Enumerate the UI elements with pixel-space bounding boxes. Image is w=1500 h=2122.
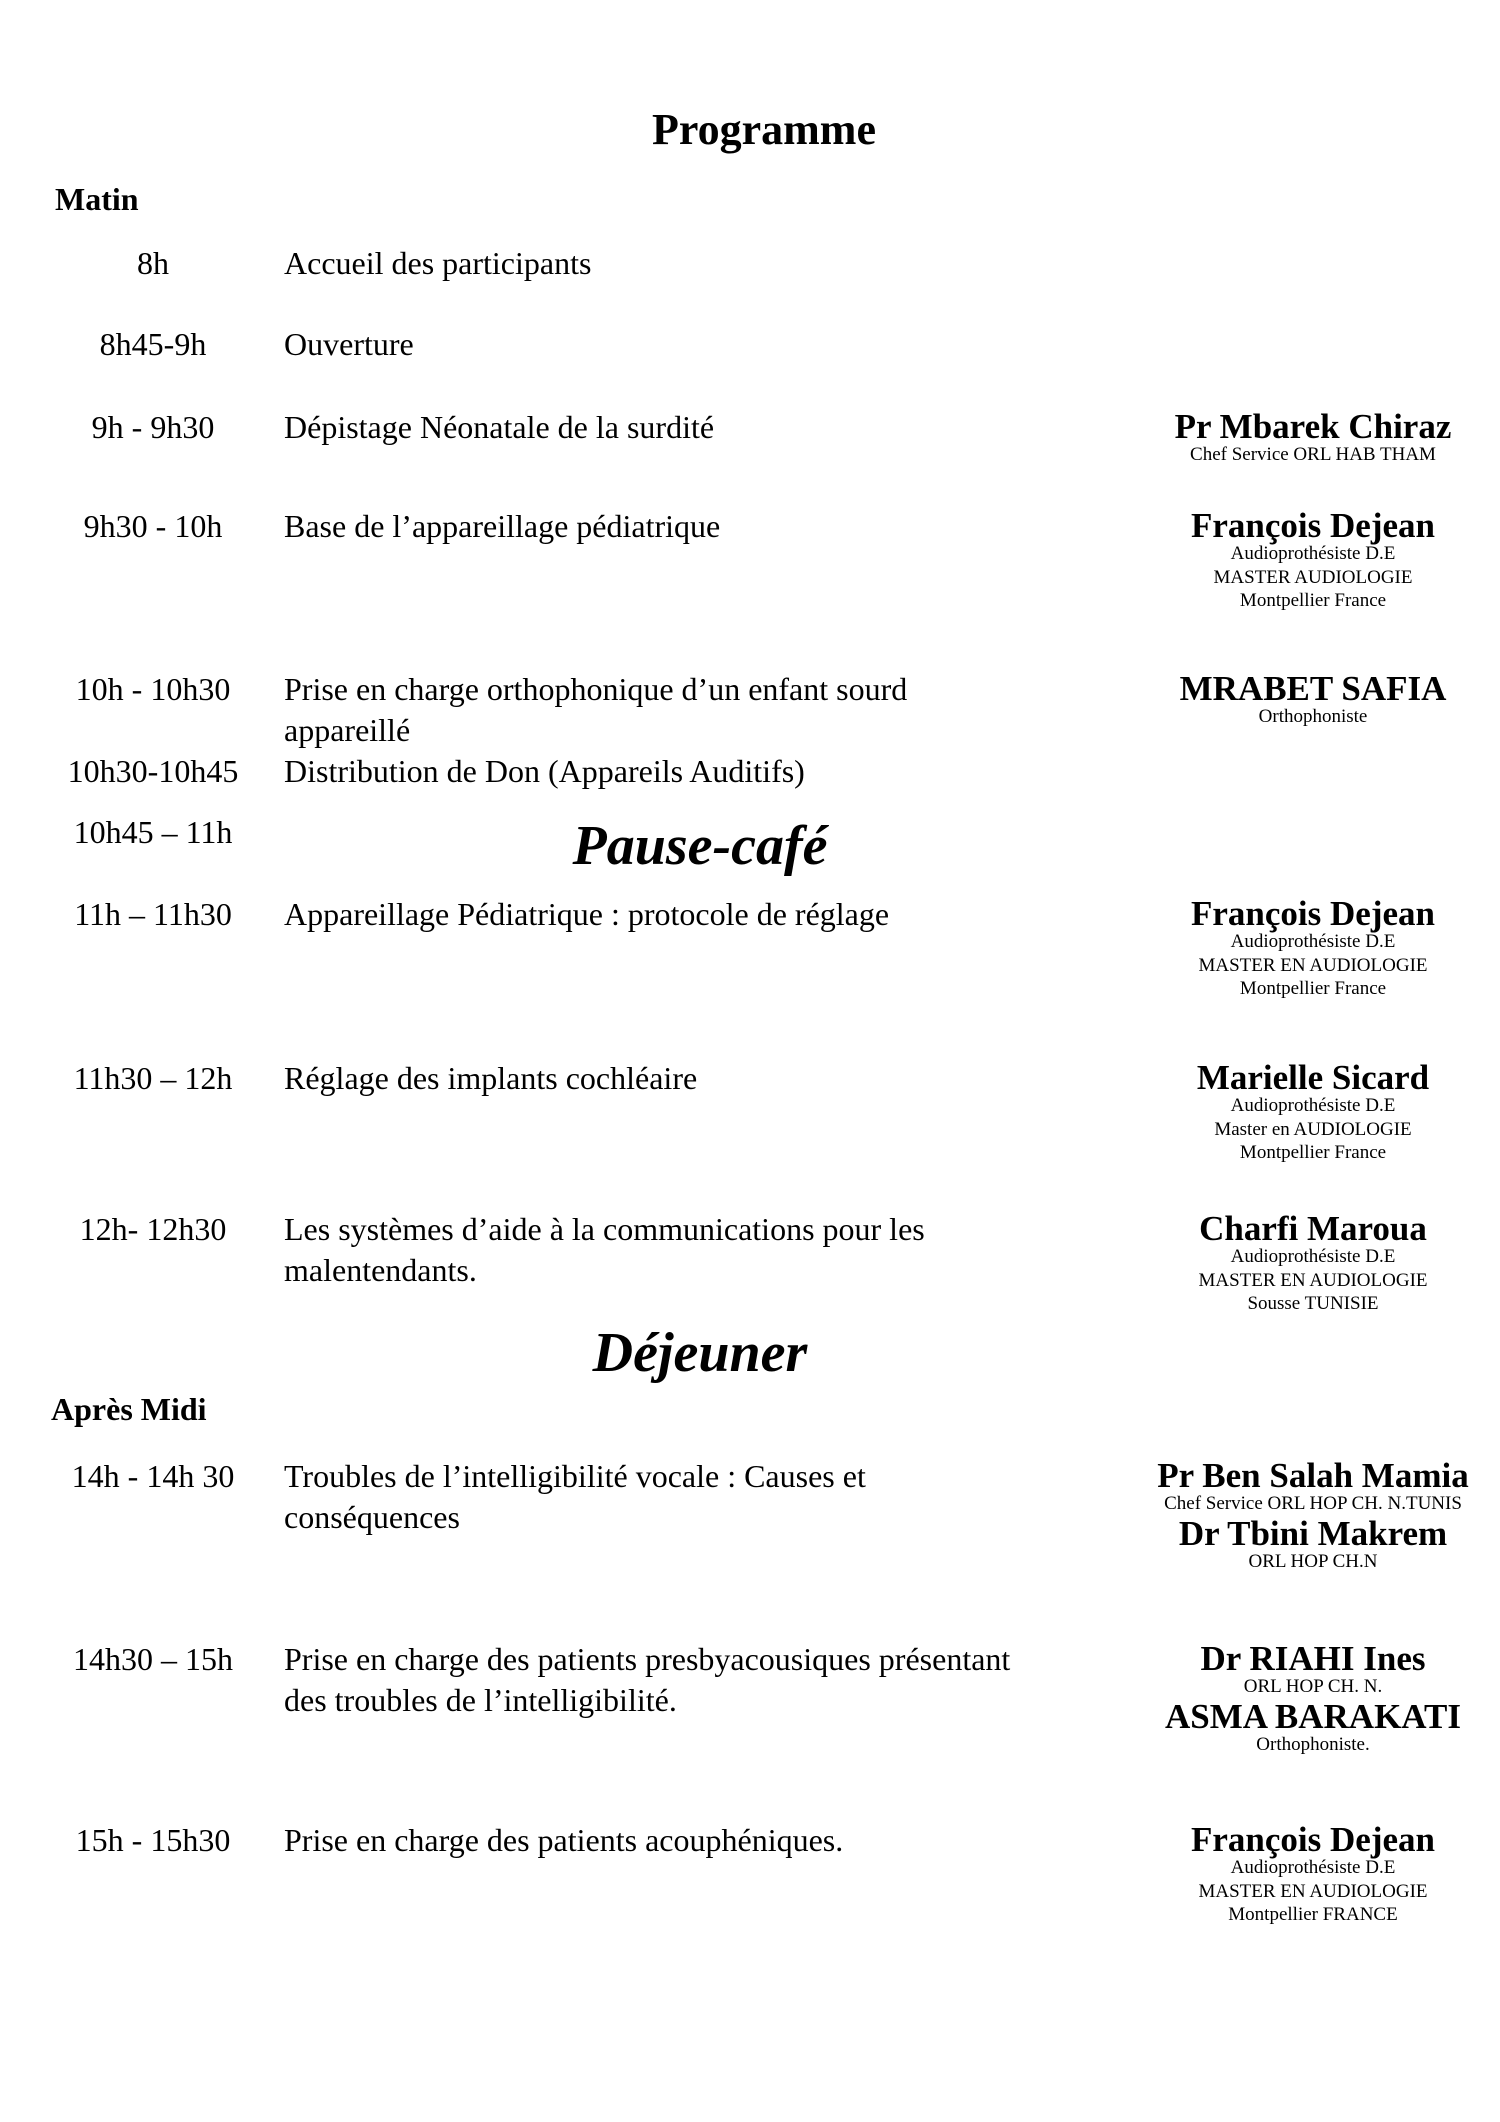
speaker-affiliation: Montpellier France (1239, 590, 1387, 611)
speakers (1113, 669, 1500, 729)
speaker (1113, 1456, 1500, 1516)
speaker (1113, 1696, 1500, 1757)
speaker-affiliation: Audioprothésiste D.E (1230, 1095, 1396, 1116)
session-time: 9h30 - 10h (83, 508, 223, 544)
speaker-affiliation: Chef Service ORL HAB THAM (1190, 444, 1436, 465)
session-topic-line: appareillé (284, 712, 411, 748)
session-topic-line: Ouverture (284, 326, 414, 362)
coffee-break-heading: Pause-café (572, 815, 828, 877)
session-topic (284, 324, 1114, 365)
session-time: 11h30 – 12h (73, 1060, 233, 1096)
speaker-name: François Dejean (1191, 506, 1435, 545)
session-time: 15h - 15h30 (75, 1822, 231, 1858)
speaker-name: Dr Tbini Makrem (1178, 1513, 1448, 1553)
speaker-name: Pr Ben Salah Mamia (1157, 1456, 1469, 1495)
section-afternoon: Après Midi (51, 1391, 207, 1427)
session-topic-line: Réglage des implants cochléaire (284, 1060, 698, 1096)
session-time: 10h45 – 11h (73, 814, 233, 850)
section-morning: Matin (55, 181, 139, 217)
speaker-name: François Dejean (1191, 894, 1435, 933)
speaker-affiliation: Audioprothésiste D.E (1230, 543, 1396, 564)
speaker-affiliation: Montpellier FRANCE (1228, 1904, 1398, 1925)
speaker-affiliation: Orthophoniste (1258, 706, 1368, 727)
speakers (1113, 407, 1500, 467)
session-time: 8h45-9h (99, 326, 207, 362)
session-topic-line: Dépistage Néonatale de la surdité (284, 409, 715, 445)
speaker-affiliation: Audioprothésiste D.E (1230, 1246, 1396, 1267)
speaker-affiliation: Audioprothésiste D.E (1230, 931, 1396, 952)
session-topic (284, 506, 1114, 547)
speakers (1113, 1456, 1500, 1573)
session-topic-line: Prise en charge des patients presbyacousiques présentant (284, 1641, 1011, 1677)
session-topic-line: Appareillage Pédiatrique : protocole de réglage (284, 896, 890, 932)
speaker-affiliation: ORL HOP CH. N. (1243, 1676, 1383, 1697)
speaker-affiliation: Master en AUDIOLOGIE (1214, 1118, 1412, 1140)
session-time: 14h - 14h 30 (71, 1458, 235, 1494)
session-topic (284, 1209, 1114, 1291)
speakers (1113, 1209, 1500, 1316)
speaker-affiliation: Sousse TUNISIE (1247, 1293, 1379, 1314)
speaker-affiliation: Montpellier France (1239, 1142, 1387, 1163)
speaker (1113, 1058, 1500, 1165)
speaker (1113, 669, 1500, 729)
session-time: 8h (137, 245, 169, 281)
session-topic-line: Accueil des participants (284, 245, 592, 281)
speaker-affiliation: MASTER EN AUDIOLOGIE (1198, 1880, 1428, 1902)
speaker-name: Charfi Maroua (1199, 1209, 1427, 1248)
session-time: 10h30-10h45 (67, 753, 239, 789)
speaker (1113, 407, 1500, 467)
session-time: 12h- 12h30 (79, 1211, 227, 1247)
speaker (1113, 1513, 1500, 1574)
session-topic (284, 1456, 1114, 1538)
speakers (1113, 1058, 1500, 1165)
lunch-heading: Déjeuner (592, 1322, 808, 1384)
speaker-affiliation: MASTER AUDIOLOGIE (1213, 566, 1413, 588)
session-topic (284, 407, 1114, 448)
speakers (1113, 506, 1500, 613)
session-time: 11h – 11h30 (74, 896, 232, 932)
speaker-affiliation: Audioprothésiste D.E (1230, 1857, 1396, 1878)
session-topic (284, 669, 1114, 751)
speakers (1113, 1820, 1500, 1927)
speaker-affiliation: MASTER EN AUDIOLOGIE (1198, 1269, 1428, 1291)
session-topic (284, 243, 1114, 284)
speaker-affiliation: MASTER EN AUDIOLOGIE (1198, 954, 1428, 976)
session-topic-line: Distribution de Don (Appareils Auditifs) (284, 753, 805, 789)
session-time: 14h30 – 15h (73, 1641, 233, 1677)
session-topic-line: malentendants. (284, 1252, 477, 1288)
session-topic-line: Troubles de l’intelligibilité vocale : Causes et (284, 1458, 866, 1494)
session-topic-line: Base de l’appareillage pédiatrique (284, 508, 721, 544)
session-topic-line: Les systèmes d’aide à la communications pour les (284, 1211, 925, 1247)
session-topic-line: des troubles de l’intelligibilité. (284, 1682, 677, 1718)
speakers (1113, 894, 1500, 1001)
speaker (1113, 1639, 1500, 1699)
speaker-name: François Dejean (1191, 1820, 1435, 1859)
session-topic (284, 1058, 1114, 1099)
speaker (1113, 894, 1500, 1001)
speaker-name: Dr RIAHI Ines (1200, 1639, 1426, 1678)
session-topic (284, 894, 1114, 935)
session-topic-line: conséquences (284, 1499, 460, 1535)
page-title: Programme (652, 105, 876, 154)
speaker-affiliation: ORL HOP CH.N (1248, 1550, 1378, 1572)
speaker-affiliation: Orthophoniste. (1256, 1733, 1370, 1755)
session-topic-line: Prise en charge orthophonique d’un enfant sourd (284, 671, 908, 707)
session-topic (284, 1639, 1114, 1721)
speaker (1113, 506, 1500, 613)
speaker-affiliation: Chef Service ORL HOP CH. N.TUNIS (1164, 1493, 1462, 1514)
speaker (1113, 1209, 1500, 1316)
session-topic (284, 751, 1114, 792)
speaker-name: Pr Mbarek Chiraz (1174, 407, 1452, 446)
session-time: 9h - 9h30 (91, 409, 215, 445)
speaker-name: Marielle Sicard (1196, 1058, 1430, 1097)
session-topic (284, 1820, 1114, 1861)
speaker-name: MRABET SAFIA (1179, 669, 1447, 708)
speaker-name: ASMA BARAKATI (1165, 1696, 1461, 1736)
speakers (1113, 1639, 1500, 1756)
session-time: 10h - 10h30 (75, 671, 231, 707)
session-topic-line: Prise en charge des patients acouphéniques. (284, 1822, 844, 1858)
speaker-affiliation: Montpellier France (1239, 978, 1387, 999)
speaker (1113, 1820, 1500, 1927)
